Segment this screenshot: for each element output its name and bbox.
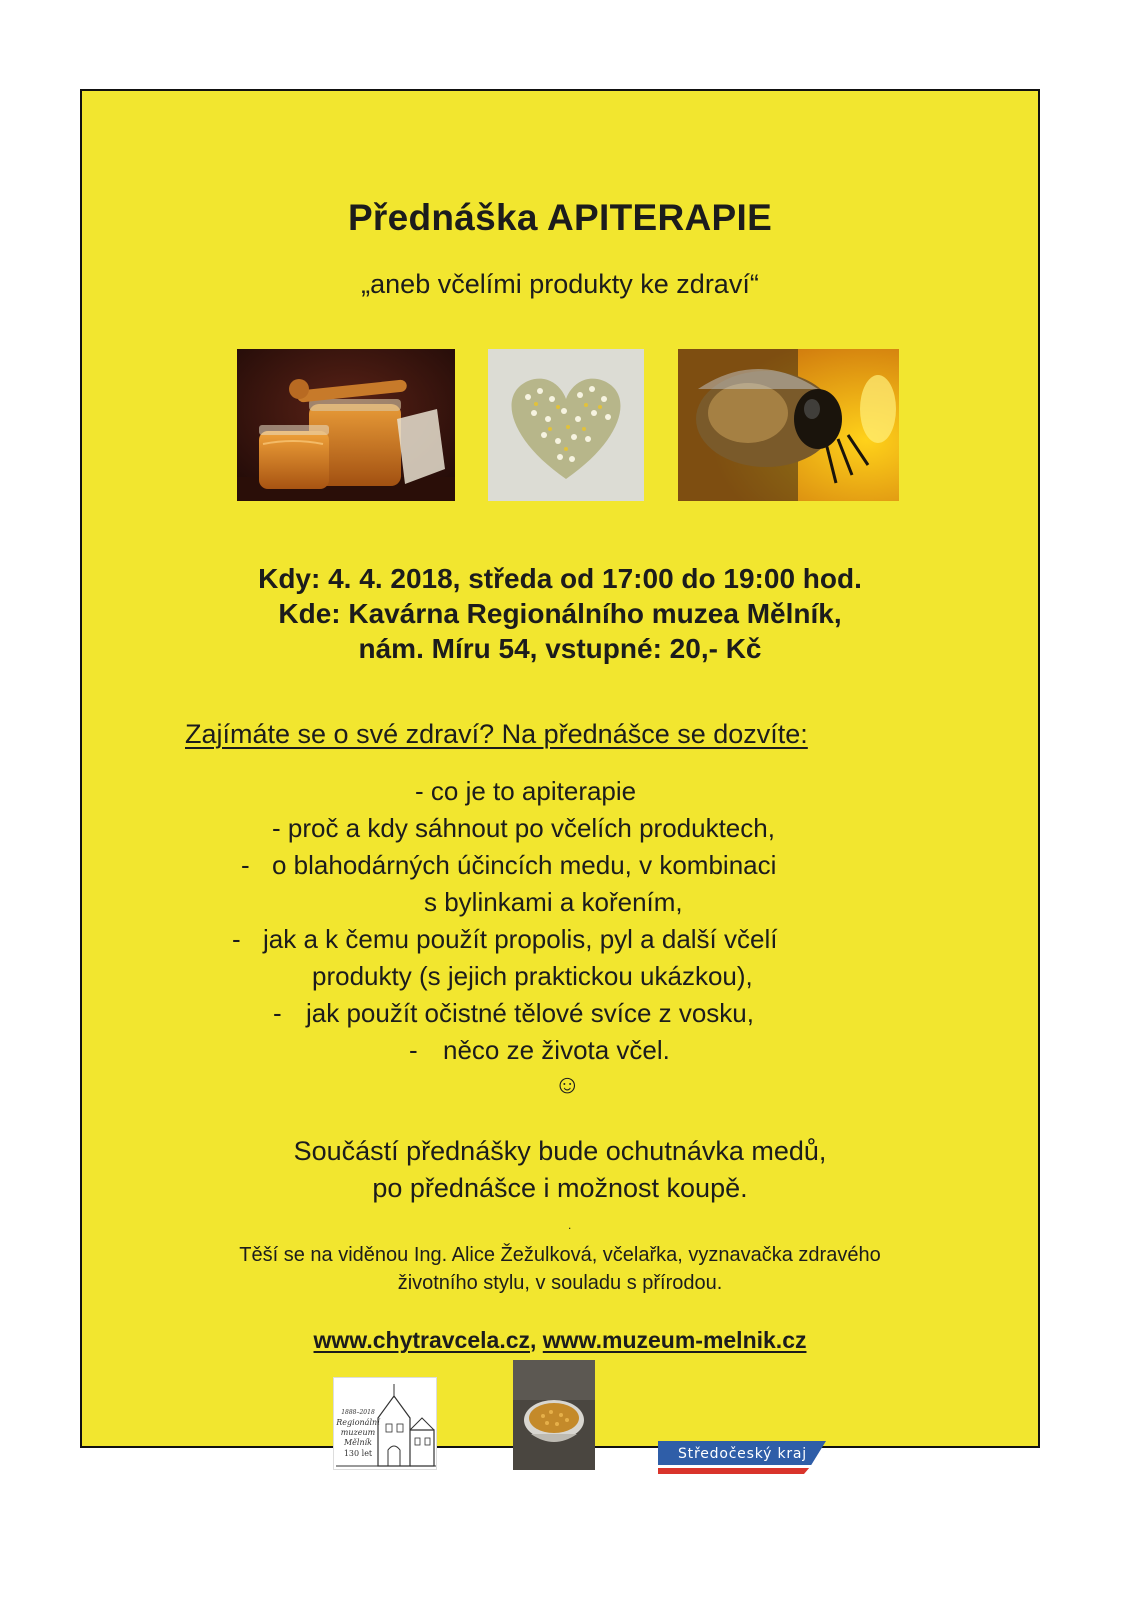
museum-years: 1888–2018 — [341, 1409, 375, 1416]
topic-item-continued: produkty (s jejich praktickou ukázkou), — [312, 961, 753, 991]
topic-item: jak použít očistné tělové svíce z vosku, — [306, 998, 754, 1028]
presenter-note — [82, 1241, 1038, 1297]
topic-item: něco ze života včel. — [443, 1035, 670, 1065]
museum-name-line: Mělník — [343, 1438, 373, 1447]
museum-logo — [333, 1377, 437, 1470]
museum-name-line: muzeum — [340, 1428, 376, 1437]
event-date-line: Kdy: 4. 4. 2018, středa od 17:00 do 19:00 hod. — [258, 563, 862, 594]
event-place-line: Kde: Kavárna Regionálního muzea Mělník, — [278, 598, 842, 629]
link-muzeum-melnik[interactable]: www.muzeum-melnik.cz — [542, 1327, 807, 1353]
bullet-dash: - — [409, 1035, 418, 1065]
poster-subtitle: „aneb včelími produkty ke zdraví“ — [361, 269, 759, 299]
event-address-line: nám. Míru 54, vstupné: 20,- Kč — [358, 633, 762, 664]
museum-anniversary: 130 let — [343, 1449, 373, 1458]
stredocesky-kraj-logo — [658, 1441, 826, 1474]
pollen-bowl-photo — [513, 1360, 595, 1470]
tasting-note — [82, 1133, 1038, 1207]
presenter-line: životního stylu, v souladu s přírodou. — [397, 1272, 723, 1294]
topic-item-continued: s bylinkami a kořením, — [424, 887, 683, 917]
tasting-line: Součástí přednášky bude ochutnávka medů, — [293, 1136, 827, 1166]
chamomile-heart-photo — [488, 349, 644, 501]
bullet-dash: - — [241, 850, 250, 880]
poster — [80, 89, 1040, 1448]
topic-item: - proč a kdy sáhnout po včelích produktech, — [272, 813, 775, 843]
web-links — [82, 1327, 1038, 1354]
presenter-line: Těší se na viděnou Ing. Alice Žežulková, včelařka, vyznavačka zdravého — [239, 1244, 881, 1266]
event-info — [82, 561, 1038, 666]
topics-heading: Zajímáte se o své zdraví? Na přednášce se dozvíte: — [185, 719, 808, 749]
smiley-icon: ☺ — [554, 1069, 581, 1099]
topic-item: o blahodárných účincích medu, v kombinaci — [272, 850, 777, 880]
bullet-dash: - — [273, 998, 282, 1028]
tasting-line: po přednášce i možnost koupě. — [372, 1173, 748, 1203]
stray-dot: . — [568, 1218, 572, 1232]
links-separator: , — [530, 1327, 543, 1353]
link-chytravcela[interactable]: www.chytravcela.cz — [313, 1327, 530, 1353]
kraj-name: Středočeský kraj — [678, 1446, 807, 1462]
honey-jars-photo — [237, 349, 455, 501]
topic-item: - co je to apiterapie — [415, 776, 637, 806]
topic-item: jak a k čemu použít propolis, pyl a další včelí — [263, 924, 778, 954]
museum-name-line: Regionální — [336, 1418, 380, 1427]
poster-title: Přednáška APITERAPIE — [347, 197, 773, 238]
bullet-dash: - — [232, 924, 241, 954]
bee-closeup-photo — [678, 349, 899, 501]
